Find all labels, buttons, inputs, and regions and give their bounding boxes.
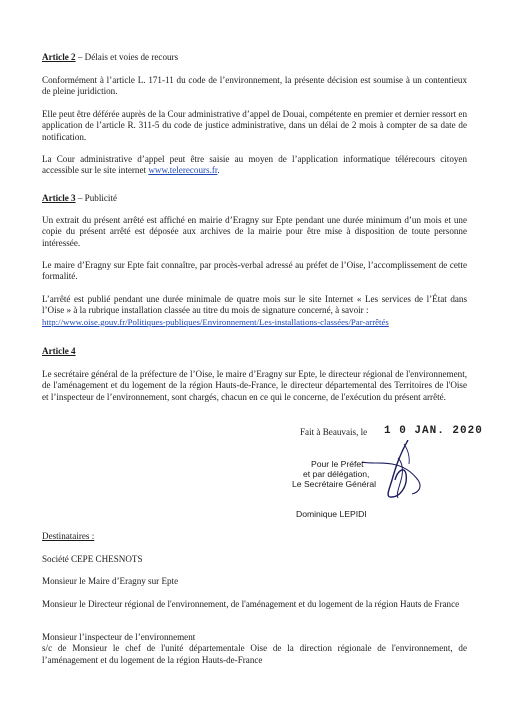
article-3-title: Article 3 bbox=[42, 193, 76, 203]
article-4-title: Article 4 bbox=[42, 346, 76, 356]
article-2-paragraph-3: La Cour administrative d’appel peut être saisie au moyen de l’application informatique télérecours citoyen accessible sur le site internet www.telerecours.fr. bbox=[42, 154, 467, 176]
article-2-paragraph-1: Conformément à l’article L. 171-11 du code de l’environnement, la présente décision est soumise à un contentieux de pleine juridiction. bbox=[42, 75, 467, 97]
article-3-paragraph-2: Le maire d’Eragny sur Epte fait connaître, par procès-verbal adressé au préfet de l’Oise, l’accomplissement de cette formalité. bbox=[42, 260, 467, 282]
signatory-name: Dominique LEPIDI bbox=[296, 509, 367, 519]
telerecours-link[interactable]: www.telerecours.fr bbox=[148, 165, 218, 176]
article-2-heading bbox=[42, 52, 467, 63]
oise-gouv-link[interactable]: http://www.oise.gouv.fr/Politiques-publiques/Environnement/Les-installations-classées/Par-arrêtés bbox=[42, 316, 389, 327]
article-3-paragraph-3: L’arrêté est publié pendant une durée minimale de quatre mois sur le site Internet « Les services de l’État dans l’Oise » à la rubrique installation classée au titre du mois de signature concerné, à savoir : http://www.oise.gouv.fr/Politiques-publiques/Environnement/Les-installations-classées/Par-arrêtés bbox=[42, 294, 467, 327]
date-stamp: 1 0 JAN. 2020 bbox=[384, 425, 483, 437]
recipient-3: Monsieur le Directeur régional de l'environnement, de l'aménagement et du logement de la région Hauts de France bbox=[42, 599, 460, 609]
signature-line-2: et par délégation, bbox=[303, 469, 370, 479]
recipient-1: Société CEPE CHESNOTS bbox=[42, 554, 143, 564]
signature-line-3: Le Secrétaire Général bbox=[292, 479, 377, 489]
recipients-title: Destinataires : bbox=[42, 531, 95, 541]
recipient-2: Monsieur le Maire d’Eragny sur Epte bbox=[42, 576, 179, 586]
article-3-subtitle: – Publicité bbox=[75, 193, 118, 203]
signature-line-1: Pour le Préfet bbox=[311, 459, 364, 469]
article-2-title: Article 2 bbox=[42, 52, 76, 62]
signature-place: Fait à Beauvais, le bbox=[300, 427, 368, 437]
article-3-paragraph-1: Un extrait du présent arrêté est affiché en mairie d’Eragny sur Epte pendant une durée minimum d’un mois et une copie du présent arrêté est déposée aux archives de la mairie pour être mise à disposition de toute personne intéressée. bbox=[42, 215, 467, 248]
article-2-paragraph-2: Elle peut être déférée auprès de la Cour administrative d’appel de Douai, compétente en premier et dernier ressort en application de l’article R. 311-5 du code de justice administrative, dans un délai de 2 mois à compter de sa date de notification. bbox=[42, 109, 467, 142]
article-4-paragraph-1: Le secrétaire général de la préfecture de l’Oise, le maire d’Eragny sur Epte, le directeur régional de l'environnement, de l'aménagement et du logement de la région Hauts-de-France, le directeur départemental des Territoires de l'Oise et l’inspecteur de l’environnement, sont chargés, chacun en ce qui le concerne, de l'exécution du présent arrêté. bbox=[42, 369, 467, 402]
article-2-subtitle: – Délais et voies de recours bbox=[75, 52, 179, 62]
article-3-heading bbox=[42, 193, 467, 204]
recipient-4: Monsieur l’inspecteur de l’environnement s/c de Monsieur le chef de l'unité départementale Oise de la direction régionale de l'environnement, de l’aménagement et du logement de la région Hauts-de-France bbox=[42, 632, 467, 665]
article-4-heading bbox=[42, 346, 467, 357]
